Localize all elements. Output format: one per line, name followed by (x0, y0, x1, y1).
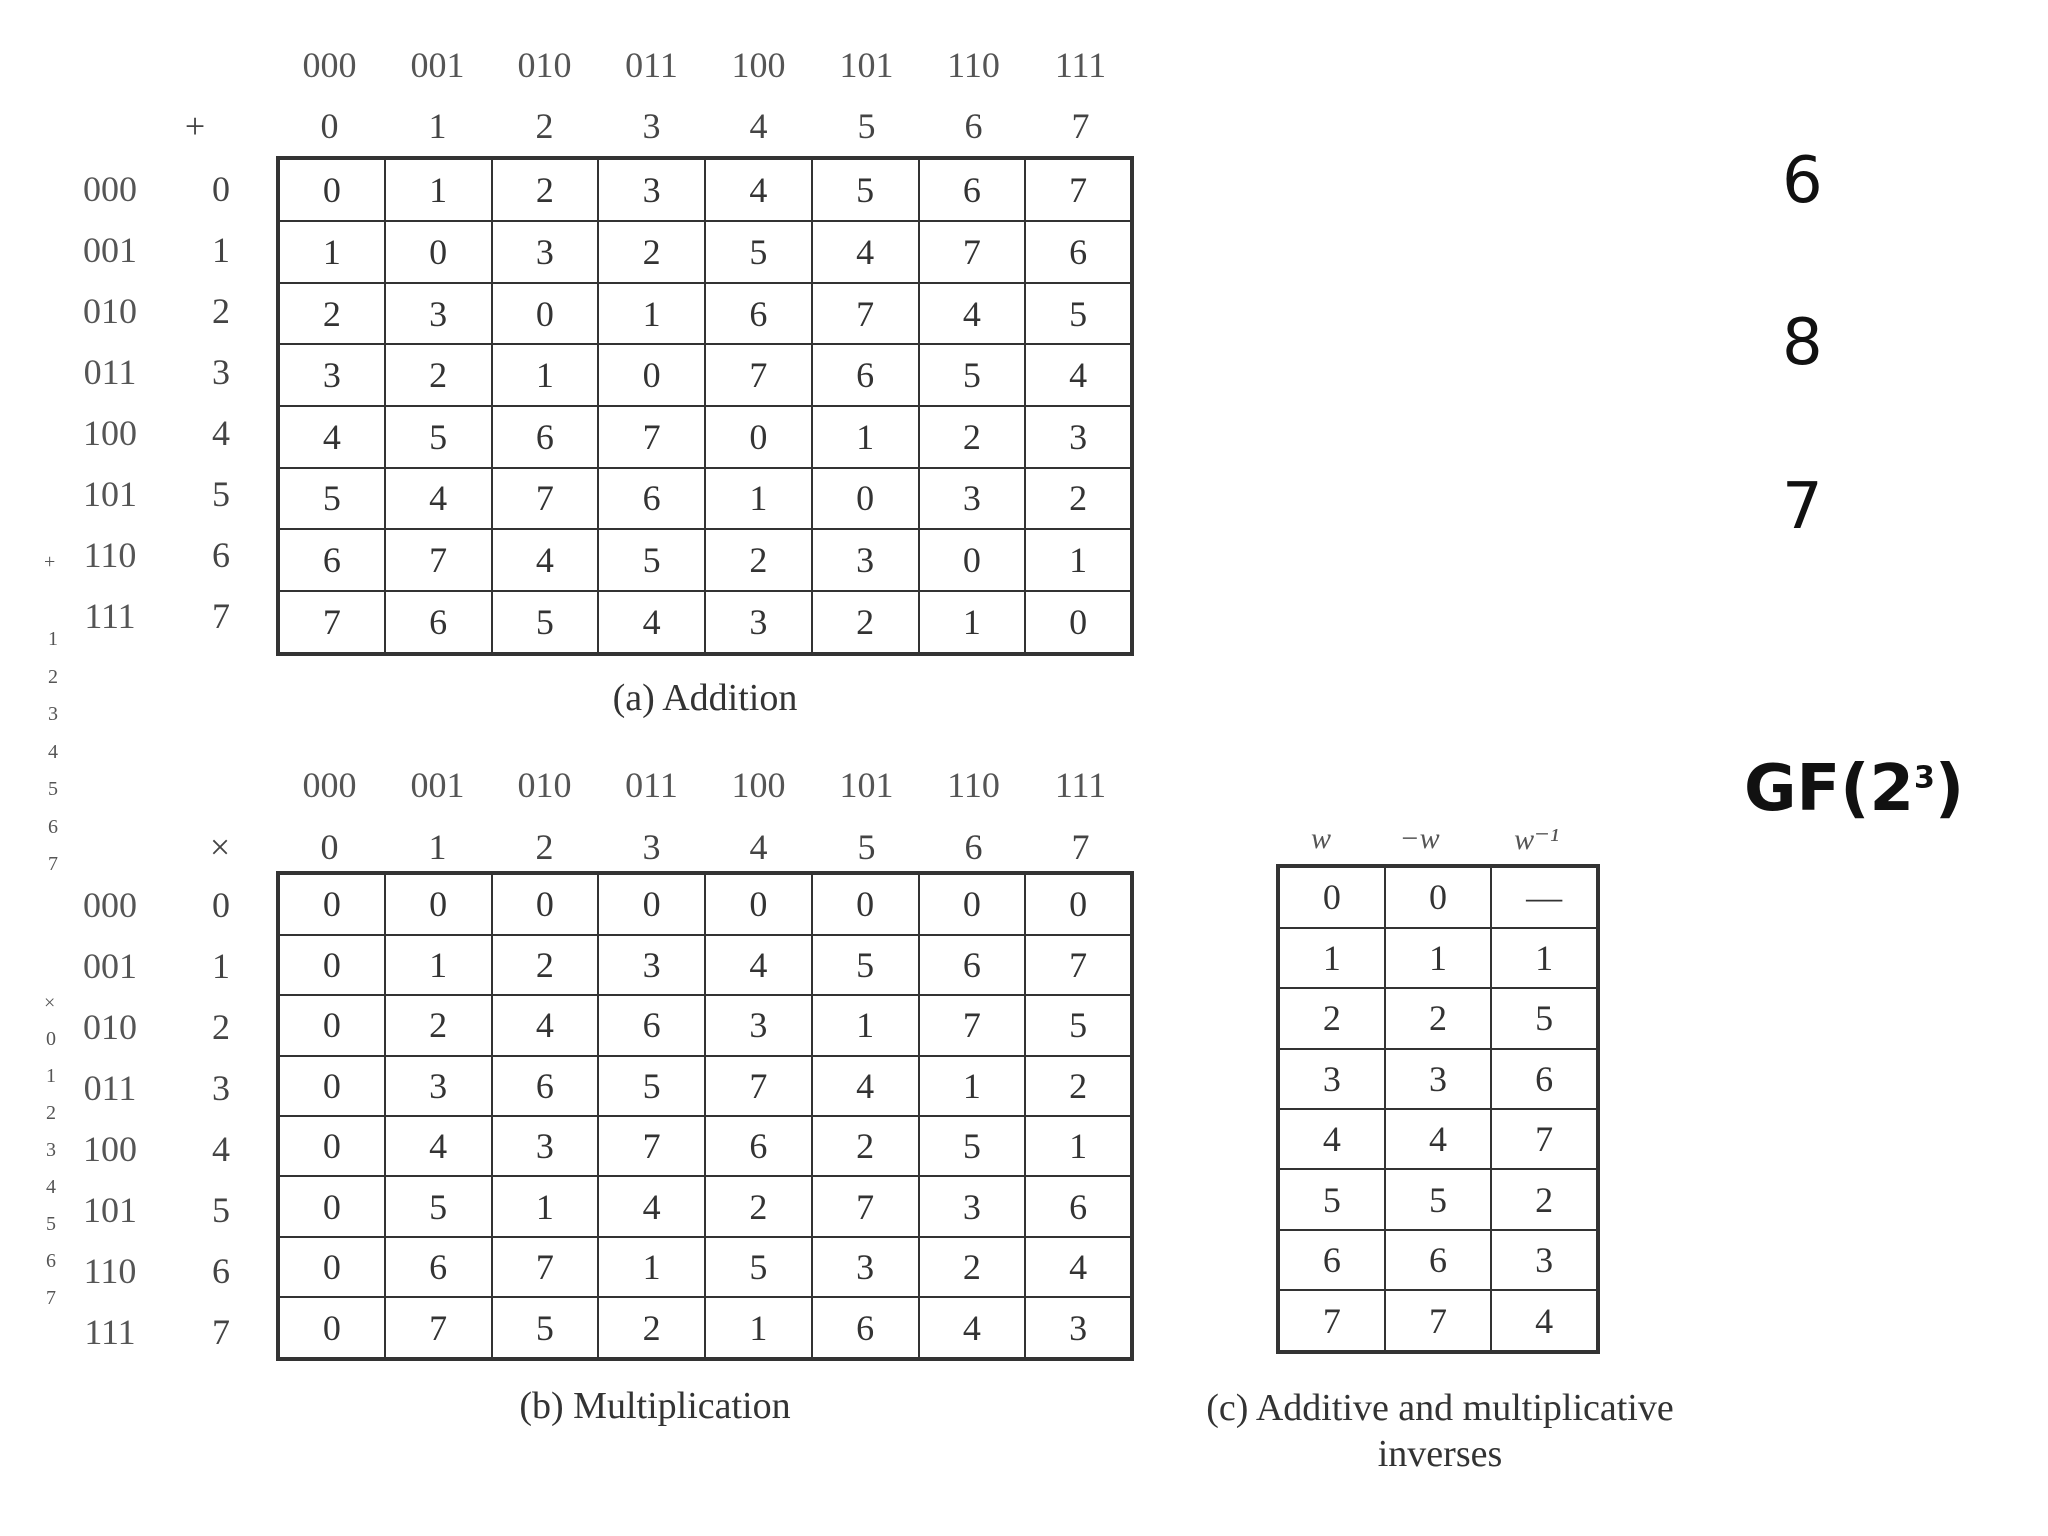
table-cell: 7 (598, 1116, 705, 1176)
left-margin-multiplication-number: 5 (46, 1213, 56, 1235)
row-binary-header: 001 (83, 230, 137, 270)
table-cell: 1 (492, 344, 599, 406)
table-cell: 6 (598, 995, 705, 1055)
right-label-2: 8 (1782, 306, 1823, 380)
row-binary-header: 011 (83, 1068, 137, 1108)
table-cell: 6 (1278, 1230, 1385, 1290)
column-binary-header: 000 (302, 45, 357, 85)
row-decimal-header: 2 (212, 1007, 230, 1047)
table-row (278, 1297, 1132, 1359)
table-row (278, 1176, 1132, 1236)
multiplication-caption: (b) Multiplication (519, 1385, 791, 1427)
table-cell: 1 (812, 995, 919, 1055)
table-cell: 0 (278, 1237, 385, 1297)
column-decimal-header: 6 (964, 106, 983, 146)
table-cell: 3 (705, 995, 812, 1055)
column-binary-header: 110 (947, 765, 1000, 805)
table-cell: 5 (385, 1176, 492, 1236)
table-cell: 6 (1491, 1049, 1598, 1109)
left-margin-multiplication-number: 6 (46, 1250, 56, 1272)
column-decimal-header: 0 (320, 106, 339, 146)
column-binary-header: 101 (839, 765, 894, 805)
row-binary-header: 111 (84, 596, 136, 636)
column-decimal-header: 4 (749, 827, 768, 867)
row-decimal-header: 4 (212, 413, 230, 453)
column-binary-header: 010 (517, 45, 572, 85)
table-cell: 6 (812, 1297, 919, 1359)
multiplication-table (276, 871, 1134, 1361)
table-row (278, 1237, 1132, 1297)
table-cell: 5 (385, 406, 492, 468)
table-cell: 1 (1491, 928, 1598, 988)
table-cell: 5 (1025, 283, 1132, 345)
table-cell: 1 (919, 1056, 1026, 1116)
table-cell: 4 (919, 1297, 1026, 1359)
left-margin-addition-number: 2 (48, 665, 58, 688)
table-cell: 0 (919, 873, 1026, 935)
left-margin-addition-number: 6 (48, 815, 58, 838)
inverses-caption-line2: inverses (1377, 1433, 1503, 1475)
table-row (278, 158, 1132, 221)
table-cell: 1 (705, 1297, 812, 1359)
table-cell: 0 (278, 995, 385, 1055)
table-cell: 0 (492, 283, 599, 345)
row-decimal-header: 3 (212, 352, 230, 392)
row-decimal-header: 7 (212, 596, 230, 636)
table-cell: 3 (1025, 1297, 1132, 1359)
table-cell: 5 (598, 1056, 705, 1116)
column-binary-header: 001 (410, 45, 465, 85)
table-row (278, 344, 1132, 406)
row-decimal-header: 5 (212, 1190, 230, 1230)
table-cell: 1 (812, 406, 919, 468)
table-cell: 6 (1025, 221, 1132, 283)
left-margin-multiplication-number: 4 (46, 1176, 56, 1198)
table-cell: 0 (278, 1116, 385, 1176)
table-cell: 0 (812, 468, 919, 530)
table-cell: 4 (1025, 344, 1132, 406)
row-decimal-header: 0 (212, 885, 230, 925)
table-row (1278, 988, 1598, 1048)
column-binary-header: 111 (1054, 765, 1107, 805)
table-cell: 4 (919, 283, 1026, 345)
column-binary-header: 110 (947, 45, 1000, 85)
table-cell: 5 (919, 1116, 1026, 1176)
table-cell: 6 (278, 529, 385, 591)
row-binary-header: 110 (83, 1251, 137, 1291)
table-cell: 7 (1385, 1290, 1492, 1352)
row-binary-header: 101 (83, 474, 137, 514)
table-cell: 3 (278, 344, 385, 406)
table-cell: 2 (385, 995, 492, 1055)
left-margin-addition-number: 4 (48, 740, 58, 763)
row-binary-header: 000 (83, 885, 137, 925)
table-cell: 1 (705, 468, 812, 530)
column-binary-header: 100 (731, 765, 786, 805)
table-cell: 7 (1491, 1109, 1598, 1169)
table-row (1278, 928, 1598, 988)
table-cell: 7 (1025, 935, 1132, 995)
row-decimal-header: 6 (212, 1251, 230, 1291)
table-cell: 4 (1385, 1109, 1492, 1169)
table-cell: 3 (492, 221, 599, 283)
table-cell: 1 (278, 221, 385, 283)
table-cell: 6 (705, 1116, 812, 1176)
table-cell: 7 (812, 1176, 919, 1236)
table-cell: 4 (1025, 1237, 1132, 1297)
table-cell: 1 (385, 935, 492, 995)
right-label-1: 6 (1782, 144, 1823, 218)
table-cell: 2 (919, 406, 1026, 468)
row-binary-header: 000 (83, 169, 137, 209)
table-cell: 0 (1025, 873, 1132, 935)
table-cell: 5 (705, 221, 812, 283)
table-cell: 5 (492, 591, 599, 654)
column-decimal-header: 3 (642, 827, 661, 867)
table-row (1278, 1049, 1598, 1109)
table-cell: — (1491, 866, 1598, 928)
table-cell: 1 (1025, 529, 1132, 591)
table-cell: 7 (492, 468, 599, 530)
row-decimal-header: 1 (212, 230, 230, 270)
table-row (1278, 1290, 1598, 1352)
row-decimal-header: 2 (212, 291, 230, 331)
table-cell: 6 (919, 935, 1026, 995)
table-cell: 3 (1278, 1049, 1385, 1109)
table-cell: 0 (278, 1297, 385, 1359)
table-cell: 1 (1385, 928, 1492, 988)
table-cell: 6 (492, 406, 599, 468)
inverses-caption-line1: (c) Additive and multiplicative (1206, 1387, 1674, 1429)
table-cell: 2 (705, 1176, 812, 1236)
table-cell: 7 (278, 591, 385, 654)
table-cell: 7 (919, 995, 1026, 1055)
left-margin-addition-number: 7 (48, 853, 58, 875)
table-cell: 4 (1491, 1290, 1598, 1352)
table-row (1278, 1169, 1598, 1229)
inverses-header: w⁻¹ (1514, 823, 1559, 856)
table-cell: 7 (705, 344, 812, 406)
row-decimal-header: 1 (212, 946, 230, 986)
table-cell: 3 (385, 1056, 492, 1116)
table-cell: 4 (1278, 1109, 1385, 1169)
table-cell: 7 (385, 529, 492, 591)
table-cell: 0 (278, 873, 385, 935)
table-cell: 4 (385, 468, 492, 530)
table-cell: 1 (385, 158, 492, 221)
column-decimal-header: 2 (535, 827, 554, 867)
table-cell: 1 (1278, 928, 1385, 988)
table-row (278, 873, 1132, 935)
table-cell: 3 (1385, 1049, 1492, 1109)
row-binary-header: 001 (83, 946, 137, 986)
table-row (278, 1116, 1132, 1176)
row-decimal-header: 0 (212, 169, 230, 209)
column-decimal-header: 1 (428, 106, 447, 146)
row-binary-header: 100 (83, 1129, 137, 1169)
addition-operator: + (184, 106, 206, 146)
table-cell: 6 (1385, 1230, 1492, 1290)
left-margin-multiplication-number: 2 (46, 1102, 56, 1124)
column-decimal-header: 7 (1071, 106, 1090, 146)
inverses-header: w (1310, 822, 1331, 855)
addition-caption: (a) Addition (612, 677, 798, 719)
row-binary-header: 101 (83, 1190, 137, 1230)
table-cell: 4 (492, 529, 599, 591)
column-binary-header: 011 (625, 765, 678, 805)
table-cell: 4 (812, 221, 919, 283)
table-cell: 5 (919, 344, 1026, 406)
table-cell: 0 (598, 344, 705, 406)
table-cell: 1 (598, 283, 705, 345)
column-decimal-header: 5 (857, 106, 876, 146)
row-binary-header: 100 (83, 413, 137, 453)
inverses-table (1276, 864, 1600, 1354)
table-cell: 3 (385, 283, 492, 345)
table-cell: 2 (812, 591, 919, 654)
table-cell: 0 (278, 1056, 385, 1116)
table-cell: 3 (812, 529, 919, 591)
table-row (278, 406, 1132, 468)
table-cell: 3 (598, 158, 705, 221)
column-decimal-header: 2 (535, 106, 554, 146)
table-cell: 4 (385, 1116, 492, 1176)
table-cell: 2 (598, 1297, 705, 1359)
table-cell: 7 (919, 221, 1026, 283)
table-row (278, 221, 1132, 283)
table-cell: 6 (919, 158, 1026, 221)
table-cell: 5 (705, 1237, 812, 1297)
table-row (278, 995, 1132, 1055)
left-margin-multiplication-number: 7 (46, 1287, 56, 1309)
addition-table (276, 156, 1134, 656)
table-row (1278, 866, 1598, 928)
table-cell: 2 (1025, 1056, 1132, 1116)
table-cell: 2 (705, 529, 812, 591)
column-binary-header: 100 (731, 45, 786, 85)
table-row (278, 591, 1132, 654)
row-binary-header: 011 (83, 352, 137, 392)
column-decimal-header: 0 (320, 827, 339, 867)
right-label-3: 7 (1782, 470, 1823, 544)
table-cell: 2 (598, 221, 705, 283)
gf-label-close: ) (1934, 752, 1965, 826)
column-decimal-header: 1 (428, 827, 447, 867)
table-cell: 3 (598, 935, 705, 995)
table-cell: 5 (1278, 1169, 1385, 1229)
table-cell: 2 (492, 935, 599, 995)
table-cell: 2 (1025, 468, 1132, 530)
multiplication-operator: × (209, 827, 231, 867)
column-binary-header: 011 (625, 45, 678, 85)
column-decimal-header: 3 (642, 106, 661, 146)
row-decimal-header: 5 (212, 474, 230, 514)
table-row (278, 468, 1132, 530)
table-row (278, 283, 1132, 345)
gf-label-base: GF(2 (1744, 752, 1915, 826)
column-binary-header: 101 (839, 45, 894, 85)
table-cell: 5 (598, 529, 705, 591)
column-binary-header: 010 (517, 765, 572, 805)
inverses-header: −w (1399, 822, 1440, 855)
table-cell: 0 (385, 221, 492, 283)
row-binary-header: 111 (84, 1312, 136, 1352)
table-cell: 5 (278, 468, 385, 530)
table-row (278, 935, 1132, 995)
table-cell: 4 (705, 158, 812, 221)
gf-label-exponent: 3 (1914, 760, 1935, 796)
row-decimal-header: 7 (212, 1312, 230, 1352)
table-cell: 4 (492, 995, 599, 1055)
table-cell: 3 (919, 468, 1026, 530)
table-cell: 1 (919, 591, 1026, 654)
table-cell: 4 (812, 1056, 919, 1116)
table-cell: 0 (919, 529, 1026, 591)
column-decimal-header: 6 (964, 827, 983, 867)
table-cell: 2 (1278, 988, 1385, 1048)
table-cell: 6 (598, 468, 705, 530)
row-binary-header: 010 (83, 291, 137, 331)
table-cell: 1 (598, 1237, 705, 1297)
table-cell: 3 (919, 1176, 1026, 1236)
left-margin-addition-operator: + (44, 551, 56, 573)
table-cell: 0 (1385, 866, 1492, 928)
table-cell: 4 (705, 935, 812, 995)
table-cell: 0 (278, 158, 385, 221)
row-binary-header: 110 (83, 535, 137, 575)
column-binary-header: 001 (410, 765, 465, 805)
table-cell: 1 (492, 1176, 599, 1236)
left-margin-multiplication-operator: × (44, 992, 56, 1014)
table-cell: 0 (812, 873, 919, 935)
column-binary-header: 111 (1054, 45, 1107, 85)
table-cell: 0 (278, 1176, 385, 1236)
table-cell: 6 (385, 1237, 492, 1297)
row-binary-header: 010 (83, 1007, 137, 1047)
left-margin-multiplication-number: 3 (46, 1139, 56, 1161)
table-cell: 2 (919, 1237, 1026, 1297)
table-cell: 4 (278, 406, 385, 468)
table-row (1278, 1230, 1598, 1290)
table-cell: 7 (598, 406, 705, 468)
table-cell: 0 (705, 873, 812, 935)
left-margin-addition-number: 3 (48, 703, 58, 725)
table-cell: 6 (1025, 1176, 1132, 1236)
table-cell: 6 (705, 283, 812, 345)
table-cell: 3 (812, 1237, 919, 1297)
table-cell: 6 (812, 344, 919, 406)
column-decimal-header: 7 (1071, 827, 1090, 867)
row-decimal-header: 3 (212, 1068, 230, 1108)
table-cell: 7 (812, 283, 919, 345)
table-cell: 7 (385, 1297, 492, 1359)
left-margin-addition-number: 1 (48, 628, 58, 650)
table-cell: 3 (492, 1116, 599, 1176)
table-cell: 2 (812, 1116, 919, 1176)
left-margin-multiplication-number: 1 (46, 1065, 56, 1087)
column-decimal-header: 4 (749, 106, 768, 146)
table-cell: 7 (492, 1237, 599, 1297)
table-row (278, 529, 1132, 591)
table-cell: 5 (1385, 1169, 1492, 1229)
table-cell: 2 (1491, 1169, 1598, 1229)
table-cell: 4 (598, 1176, 705, 1236)
table-row (278, 1056, 1132, 1116)
table-cell: 5 (492, 1297, 599, 1359)
table-cell: 2 (1385, 988, 1492, 1048)
left-margin-addition-number: 5 (48, 778, 58, 800)
gf-label (1744, 752, 1964, 826)
table-cell: 0 (1025, 591, 1132, 654)
table-cell: 7 (1278, 1290, 1385, 1352)
table-cell: 3 (1491, 1230, 1598, 1290)
table-cell: 5 (812, 935, 919, 995)
table-row (1278, 1109, 1598, 1169)
table-cell: 1 (1025, 1116, 1132, 1176)
table-cell: 5 (1025, 995, 1132, 1055)
table-cell: 5 (1491, 988, 1598, 1048)
row-decimal-header: 6 (212, 535, 230, 575)
table-cell: 6 (492, 1056, 599, 1116)
row-decimal-header: 4 (212, 1129, 230, 1169)
table-cell: 2 (278, 283, 385, 345)
table-cell: 0 (705, 406, 812, 468)
left-margin-multiplication-number: 0 (46, 1028, 56, 1050)
table-cell: 4 (598, 591, 705, 654)
column-binary-header: 000 (302, 765, 357, 805)
table-cell: 0 (492, 873, 599, 935)
table-cell: 0 (1278, 866, 1385, 928)
table-cell: 3 (1025, 406, 1132, 468)
table-cell: 0 (385, 873, 492, 935)
table-cell: 2 (385, 344, 492, 406)
table-cell: 5 (812, 158, 919, 221)
table-cell: 2 (492, 158, 599, 221)
table-cell: 7 (1025, 158, 1132, 221)
table-cell: 6 (385, 591, 492, 654)
table-cell: 7 (705, 1056, 812, 1116)
column-decimal-header: 5 (857, 827, 876, 867)
table-cell: 0 (598, 873, 705, 935)
table-cell: 3 (705, 591, 812, 654)
table-cell: 0 (278, 935, 385, 995)
